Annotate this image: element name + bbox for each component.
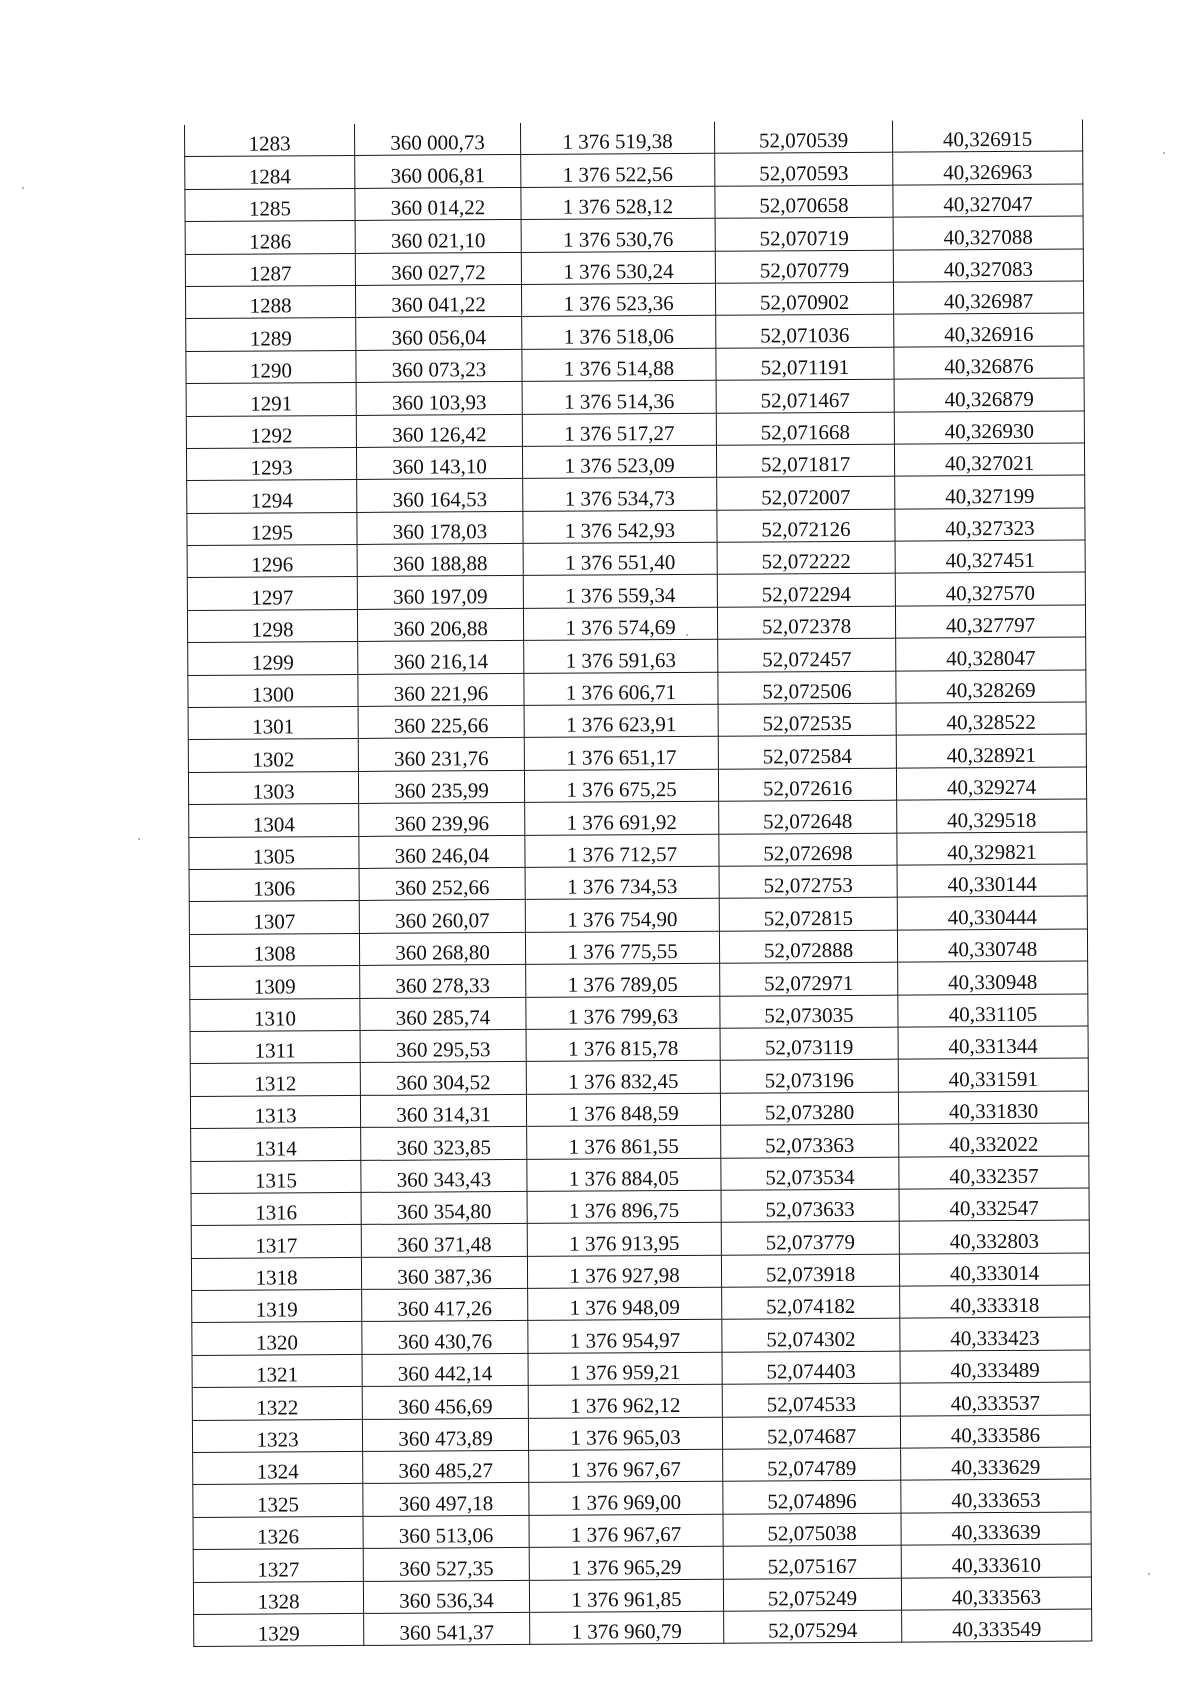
x-coordinate-cell: 360 188,88 bbox=[357, 544, 523, 577]
longitude-cell: 40,326876 bbox=[894, 346, 1084, 380]
point-number-cell: 1300 bbox=[188, 674, 358, 707]
longitude-cell: 40,328921 bbox=[896, 734, 1086, 768]
longitude-cell: 40,329274 bbox=[896, 767, 1086, 801]
coordinates-table-body bbox=[184, 120, 1091, 1647]
longitude-cell: 40,327047 bbox=[893, 184, 1083, 218]
table-row bbox=[186, 313, 1084, 351]
x-coordinate-cell: 360 268,80 bbox=[359, 932, 525, 965]
y-coordinate-cell: 1 376 965,03 bbox=[528, 1417, 722, 1451]
y-coordinate-cell: 1 376 962,12 bbox=[528, 1384, 722, 1418]
scan-speck bbox=[22, 187, 24, 189]
table-row bbox=[187, 540, 1085, 578]
point-number-cell: 1283 bbox=[184, 124, 354, 157]
y-coordinate-cell: 1 376 799,63 bbox=[526, 996, 720, 1030]
point-number-cell: 1303 bbox=[188, 771, 358, 804]
point-number-cell: 1292 bbox=[186, 415, 356, 448]
longitude-cell: 40,329518 bbox=[897, 799, 1087, 833]
x-coordinate-cell: 360 225,66 bbox=[358, 705, 524, 738]
longitude-cell: 40,333639 bbox=[901, 1512, 1091, 1546]
y-coordinate-cell: 1 376 861,55 bbox=[527, 1125, 721, 1159]
x-coordinate-cell: 360 473,89 bbox=[362, 1418, 528, 1451]
latitude-cell: 52,072222 bbox=[717, 541, 895, 574]
latitude-cell: 52,072535 bbox=[718, 703, 896, 736]
table-row bbox=[189, 929, 1087, 967]
table-row bbox=[189, 799, 1087, 837]
table-row bbox=[189, 864, 1087, 902]
table-row bbox=[191, 1155, 1089, 1193]
x-coordinate-cell: 360 206,88 bbox=[357, 608, 523, 641]
y-coordinate-cell: 1 376 913,95 bbox=[527, 1223, 721, 1257]
table-row bbox=[187, 572, 1085, 610]
point-number-cell: 1328 bbox=[193, 1581, 363, 1614]
table-row bbox=[192, 1415, 1090, 1453]
point-number-cell: 1322 bbox=[192, 1387, 362, 1420]
table-row bbox=[190, 994, 1088, 1032]
y-coordinate-cell: 1 376 965,29 bbox=[529, 1546, 723, 1580]
table-row bbox=[188, 670, 1086, 708]
latitude-cell: 52,070719 bbox=[715, 217, 893, 250]
y-coordinate-cell: 1 376 542,93 bbox=[523, 510, 717, 544]
table-row bbox=[187, 475, 1085, 513]
x-coordinate-cell: 360 323,85 bbox=[361, 1127, 527, 1160]
x-coordinate-cell: 360 164,53 bbox=[357, 479, 523, 512]
latitude-cell: 52,073633 bbox=[721, 1189, 899, 1222]
latitude-cell: 52,072648 bbox=[719, 800, 897, 833]
y-coordinate-cell: 1 376 691,92 bbox=[525, 801, 719, 835]
longitude-cell: 40,333586 bbox=[900, 1415, 1090, 1449]
latitude-cell: 52,070539 bbox=[714, 121, 892, 154]
y-coordinate-cell: 1 376 517,27 bbox=[522, 413, 716, 447]
latitude-cell: 52,074302 bbox=[722, 1319, 900, 1352]
y-coordinate-cell: 1 376 959,21 bbox=[528, 1352, 722, 1386]
y-coordinate-cell: 1 376 534,73 bbox=[523, 478, 717, 512]
table-row bbox=[191, 1253, 1089, 1291]
latitude-cell: 52,074687 bbox=[722, 1416, 900, 1449]
table-row bbox=[192, 1317, 1090, 1355]
longitude-cell: 40,329821 bbox=[897, 832, 1087, 866]
point-number-cell: 1306 bbox=[189, 868, 359, 901]
x-coordinate-cell: 360 073,23 bbox=[356, 349, 522, 382]
longitude-cell: 40,330144 bbox=[897, 864, 1087, 898]
point-number-cell: 1290 bbox=[186, 350, 356, 383]
y-coordinate-cell: 1 376 789,05 bbox=[526, 963, 720, 997]
x-coordinate-cell: 360 354,80 bbox=[361, 1191, 527, 1224]
scan-speck bbox=[1163, 152, 1165, 154]
y-coordinate-cell: 1 376 651,17 bbox=[524, 737, 718, 771]
y-coordinate-cell: 1 376 754,90 bbox=[525, 899, 719, 933]
point-number-cell: 1293 bbox=[186, 447, 356, 480]
longitude-cell: 40,326879 bbox=[894, 378, 1084, 412]
y-coordinate-cell: 1 376 948,09 bbox=[528, 1287, 722, 1321]
latitude-cell: 52,072457 bbox=[718, 638, 896, 671]
latitude-cell: 52,072698 bbox=[719, 833, 897, 866]
longitude-cell: 40,332803 bbox=[899, 1220, 1089, 1254]
longitude-cell: 40,333563 bbox=[901, 1577, 1091, 1611]
table-row bbox=[193, 1479, 1091, 1517]
latitude-cell: 52,071036 bbox=[716, 315, 894, 348]
x-coordinate-cell: 360 536,34 bbox=[363, 1580, 529, 1613]
x-coordinate-cell: 360 143,10 bbox=[356, 446, 522, 479]
x-coordinate-cell: 360 021,10 bbox=[355, 220, 521, 253]
point-number-cell: 1288 bbox=[185, 285, 355, 318]
point-number-cell: 1307 bbox=[189, 901, 359, 934]
longitude-cell: 40,327021 bbox=[894, 443, 1084, 477]
y-coordinate-cell: 1 376 960,79 bbox=[530, 1611, 724, 1645]
y-coordinate-cell: 1 376 522,56 bbox=[521, 154, 715, 188]
latitude-cell: 52,071668 bbox=[716, 412, 894, 445]
table-row bbox=[185, 249, 1083, 287]
point-number-cell: 1317 bbox=[191, 1225, 361, 1258]
table-row bbox=[188, 767, 1086, 805]
y-coordinate-cell: 1 376 559,34 bbox=[523, 575, 717, 609]
x-coordinate-cell: 360 006,81 bbox=[355, 155, 521, 188]
table-row bbox=[192, 1382, 1090, 1420]
x-coordinate-cell: 360 231,76 bbox=[358, 738, 524, 771]
latitude-cell: 52,072815 bbox=[719, 898, 897, 931]
point-number-cell: 1308 bbox=[189, 933, 359, 966]
longitude-cell: 40,333423 bbox=[900, 1317, 1090, 1351]
point-number-cell: 1311 bbox=[190, 1030, 360, 1063]
latitude-cell: 52,072294 bbox=[717, 574, 895, 607]
longitude-cell: 40,331591 bbox=[898, 1058, 1088, 1092]
y-coordinate-cell: 1 376 530,24 bbox=[521, 251, 715, 285]
y-coordinate-cell: 1 376 514,88 bbox=[522, 348, 716, 382]
latitude-cell: 52,075167 bbox=[723, 1545, 901, 1578]
y-coordinate-cell: 1 376 530,76 bbox=[521, 218, 715, 252]
table-row bbox=[193, 1447, 1091, 1485]
x-coordinate-cell: 360 343,43 bbox=[361, 1159, 527, 1192]
longitude-cell: 40,328269 bbox=[896, 670, 1086, 704]
latitude-cell: 52,073035 bbox=[720, 995, 898, 1028]
table-row bbox=[192, 1285, 1090, 1323]
table-row bbox=[189, 832, 1087, 870]
point-number-cell: 1285 bbox=[185, 188, 355, 221]
table-row bbox=[190, 961, 1088, 999]
y-coordinate-cell: 1 376 675,25 bbox=[524, 769, 718, 803]
longitude-cell: 40,327797 bbox=[895, 605, 1085, 639]
point-number-cell: 1315 bbox=[191, 1160, 361, 1193]
table-row bbox=[186, 378, 1084, 416]
x-coordinate-cell: 360 541,37 bbox=[364, 1612, 530, 1645]
table-row bbox=[193, 1544, 1091, 1582]
point-number-cell: 1304 bbox=[189, 804, 359, 837]
longitude-cell: 40,327570 bbox=[895, 572, 1085, 606]
latitude-cell: 52,075249 bbox=[723, 1578, 901, 1611]
table-row bbox=[190, 1026, 1088, 1064]
y-coordinate-cell: 1 376 967,67 bbox=[529, 1514, 723, 1548]
point-number-cell: 1316 bbox=[191, 1192, 361, 1225]
table-row bbox=[185, 151, 1083, 189]
point-number-cell: 1323 bbox=[192, 1419, 362, 1452]
point-number-cell: 1309 bbox=[190, 966, 360, 999]
table-row bbox=[191, 1188, 1089, 1226]
latitude-cell: 52,072753 bbox=[719, 865, 897, 898]
y-coordinate-cell: 1 376 591,63 bbox=[524, 639, 718, 673]
longitude-cell: 40,330748 bbox=[897, 929, 1087, 963]
point-number-cell: 1324 bbox=[193, 1451, 363, 1484]
y-coordinate-cell: 1 376 528,12 bbox=[521, 186, 715, 220]
longitude-cell: 40,328047 bbox=[896, 637, 1086, 671]
point-number-cell: 1321 bbox=[192, 1354, 362, 1387]
table-row bbox=[194, 1609, 1092, 1647]
point-number-cell: 1295 bbox=[187, 512, 357, 545]
longitude-cell: 40,331830 bbox=[898, 1091, 1088, 1125]
longitude-cell: 40,327083 bbox=[893, 249, 1083, 283]
latitude-cell: 52,075294 bbox=[724, 1610, 902, 1643]
latitude-cell: 52,073918 bbox=[721, 1254, 899, 1287]
longitude-cell: 40,333610 bbox=[901, 1544, 1091, 1578]
point-number-cell: 1298 bbox=[187, 609, 357, 642]
longitude-cell: 40,327088 bbox=[893, 216, 1083, 250]
table-row bbox=[186, 346, 1084, 384]
y-coordinate-cell: 1 376 574,69 bbox=[523, 607, 717, 641]
longitude-cell: 40,332547 bbox=[899, 1188, 1089, 1222]
longitude-cell: 40,333549 bbox=[902, 1609, 1092, 1643]
y-coordinate-cell: 1 376 519,38 bbox=[520, 122, 714, 155]
point-number-cell: 1286 bbox=[185, 221, 355, 254]
longitude-cell: 40,332357 bbox=[899, 1155, 1089, 1189]
y-coordinate-cell: 1 376 514,36 bbox=[522, 380, 716, 414]
longitude-cell: 40,330948 bbox=[898, 961, 1088, 995]
table-row bbox=[193, 1512, 1091, 1550]
latitude-cell: 52,074896 bbox=[723, 1481, 901, 1514]
scan-speck bbox=[1148, 1573, 1150, 1575]
table-row bbox=[188, 734, 1086, 772]
x-coordinate-cell: 360 197,09 bbox=[357, 576, 523, 609]
x-coordinate-cell: 360 103,93 bbox=[356, 382, 522, 415]
longitude-cell: 40,326930 bbox=[894, 411, 1084, 445]
y-coordinate-cell: 1 376 523,36 bbox=[521, 283, 715, 317]
latitude-cell: 52,072506 bbox=[718, 671, 896, 704]
table-row bbox=[185, 281, 1083, 319]
latitude-cell: 52,073363 bbox=[721, 1124, 899, 1157]
point-number-cell: 1289 bbox=[186, 318, 356, 351]
latitude-cell: 52,074182 bbox=[722, 1286, 900, 1319]
table-row bbox=[190, 1058, 1088, 1096]
x-coordinate-cell: 360 527,35 bbox=[363, 1548, 529, 1581]
x-coordinate-cell: 360 221,96 bbox=[358, 673, 524, 706]
latitude-cell: 52,071817 bbox=[716, 444, 894, 477]
table-row bbox=[191, 1220, 1089, 1258]
latitude-cell: 52,072126 bbox=[717, 509, 895, 542]
latitude-cell: 52,073280 bbox=[720, 1092, 898, 1125]
y-coordinate-cell: 1 376 734,53 bbox=[525, 866, 719, 900]
x-coordinate-cell: 360 216,14 bbox=[358, 641, 524, 674]
longitude-cell: 40,327199 bbox=[895, 475, 1085, 509]
longitude-cell: 40,326987 bbox=[893, 281, 1083, 315]
y-coordinate-cell: 1 376 961,85 bbox=[529, 1579, 723, 1613]
latitude-cell: 52,073196 bbox=[720, 1059, 898, 1092]
y-coordinate-cell: 1 376 623,91 bbox=[524, 704, 718, 738]
latitude-cell: 52,071467 bbox=[716, 379, 894, 412]
latitude-cell: 52,072007 bbox=[717, 476, 895, 509]
point-number-cell: 1326 bbox=[193, 1516, 363, 1549]
y-coordinate-cell: 1 376 884,05 bbox=[527, 1158, 721, 1192]
x-coordinate-cell: 360 295,53 bbox=[360, 1029, 526, 1062]
x-coordinate-cell: 360 485,27 bbox=[363, 1450, 529, 1483]
table-row bbox=[193, 1577, 1091, 1615]
table-row bbox=[184, 120, 1082, 157]
latitude-cell: 52,072888 bbox=[719, 930, 897, 963]
latitude-cell: 52,070779 bbox=[715, 250, 893, 283]
point-number-cell: 1291 bbox=[186, 383, 356, 416]
latitude-cell: 52,074403 bbox=[722, 1351, 900, 1384]
point-number-cell: 1313 bbox=[190, 1095, 360, 1128]
longitude-cell: 40,326916 bbox=[894, 313, 1084, 347]
point-number-cell: 1310 bbox=[190, 998, 360, 1031]
longitude-cell: 40,331344 bbox=[898, 1026, 1088, 1060]
latitude-cell: 52,072616 bbox=[718, 768, 896, 801]
coordinates-table bbox=[184, 120, 1092, 1648]
point-number-cell: 1301 bbox=[188, 706, 358, 739]
point-number-cell: 1294 bbox=[187, 480, 357, 513]
y-coordinate-cell: 1 376 712,57 bbox=[525, 834, 719, 868]
longitude-cell: 40,330444 bbox=[897, 896, 1087, 930]
table-row bbox=[188, 637, 1086, 675]
x-coordinate-cell: 360 246,04 bbox=[359, 835, 525, 868]
y-coordinate-cell: 1 376 896,75 bbox=[527, 1190, 721, 1224]
longitude-cell: 40,333489 bbox=[900, 1350, 1090, 1384]
latitude-cell: 52,072378 bbox=[717, 606, 895, 639]
x-coordinate-cell: 360 000,73 bbox=[354, 123, 520, 156]
x-coordinate-cell: 360 513,06 bbox=[363, 1515, 529, 1548]
longitude-cell: 40,333014 bbox=[899, 1253, 1089, 1287]
table-row bbox=[188, 702, 1086, 740]
x-coordinate-cell: 360 260,07 bbox=[359, 900, 525, 933]
table-row bbox=[189, 896, 1087, 934]
point-number-cell: 1320 bbox=[192, 1322, 362, 1355]
longitude-cell: 40,327451 bbox=[895, 540, 1085, 574]
longitude-cell: 40,332022 bbox=[899, 1123, 1089, 1157]
latitude-cell: 52,073534 bbox=[721, 1157, 899, 1190]
point-number-cell: 1319 bbox=[192, 1289, 362, 1322]
x-coordinate-cell: 360 285,74 bbox=[360, 997, 526, 1030]
longitude-cell: 40,331105 bbox=[898, 994, 1088, 1028]
x-coordinate-cell: 360 497,18 bbox=[363, 1483, 529, 1516]
x-coordinate-cell: 360 314,31 bbox=[360, 1094, 526, 1127]
latitude-cell: 52,074533 bbox=[722, 1383, 900, 1416]
x-coordinate-cell: 360 304,52 bbox=[360, 1062, 526, 1095]
x-coordinate-cell: 360 371,48 bbox=[361, 1224, 527, 1257]
y-coordinate-cell: 1 376 832,45 bbox=[526, 1061, 720, 1095]
point-number-cell: 1305 bbox=[189, 836, 359, 869]
point-number-cell: 1287 bbox=[185, 253, 355, 286]
x-coordinate-cell: 360 417,26 bbox=[362, 1288, 528, 1321]
x-coordinate-cell: 360 430,76 bbox=[362, 1321, 528, 1354]
point-number-cell: 1312 bbox=[190, 1063, 360, 1096]
latitude-cell: 52,073119 bbox=[720, 1027, 898, 1060]
x-coordinate-cell: 360 126,42 bbox=[356, 414, 522, 447]
x-coordinate-cell: 360 235,99 bbox=[358, 770, 524, 803]
latitude-cell: 52,075038 bbox=[723, 1513, 901, 1546]
y-coordinate-cell: 1 376 523,09 bbox=[522, 445, 716, 479]
longitude-cell: 40,333629 bbox=[901, 1447, 1091, 1481]
table-row bbox=[186, 443, 1084, 481]
y-coordinate-cell: 1 376 927,98 bbox=[527, 1255, 721, 1289]
latitude-cell: 52,070902 bbox=[715, 282, 893, 315]
point-number-cell: 1302 bbox=[188, 739, 358, 772]
x-coordinate-cell: 360 387,36 bbox=[361, 1256, 527, 1289]
latitude-cell: 52,073779 bbox=[721, 1221, 899, 1254]
x-coordinate-cell: 360 041,22 bbox=[355, 284, 521, 317]
latitude-cell: 52,072971 bbox=[720, 962, 898, 995]
point-number-cell: 1314 bbox=[191, 1128, 361, 1161]
point-number-cell: 1297 bbox=[187, 577, 357, 610]
latitude-cell: 52,070593 bbox=[715, 153, 893, 186]
x-coordinate-cell: 360 056,04 bbox=[356, 317, 522, 350]
point-number-cell: 1284 bbox=[185, 156, 355, 189]
table-row bbox=[186, 411, 1084, 449]
point-number-cell: 1325 bbox=[193, 1484, 363, 1517]
x-coordinate-cell: 360 252,66 bbox=[359, 867, 525, 900]
table-row bbox=[187, 508, 1085, 546]
table-row bbox=[187, 605, 1085, 643]
y-coordinate-cell: 1 376 967,67 bbox=[529, 1449, 723, 1483]
point-number-cell: 1329 bbox=[194, 1613, 364, 1646]
longitude-cell: 40,333653 bbox=[901, 1479, 1091, 1513]
point-number-cell: 1296 bbox=[187, 545, 357, 578]
latitude-cell: 52,070658 bbox=[715, 185, 893, 218]
longitude-cell: 40,326915 bbox=[892, 120, 1082, 153]
point-number-cell: 1318 bbox=[191, 1257, 361, 1290]
x-coordinate-cell: 360 178,03 bbox=[357, 511, 523, 544]
x-coordinate-cell: 360 027,72 bbox=[355, 252, 521, 285]
table-row bbox=[185, 184, 1083, 222]
x-coordinate-cell: 360 278,33 bbox=[360, 965, 526, 998]
scan-speck bbox=[138, 838, 140, 840]
y-coordinate-cell: 1 376 969,00 bbox=[529, 1482, 723, 1516]
x-coordinate-cell: 360 014,22 bbox=[355, 187, 521, 220]
y-coordinate-cell: 1 376 775,55 bbox=[525, 931, 719, 965]
y-coordinate-cell: 1 376 954,97 bbox=[528, 1320, 722, 1354]
longitude-cell: 40,328522 bbox=[896, 702, 1086, 736]
y-coordinate-cell: 1 376 551,40 bbox=[523, 542, 717, 576]
table-row bbox=[191, 1123, 1089, 1161]
table-row bbox=[185, 216, 1083, 254]
y-coordinate-cell: 1 376 606,71 bbox=[524, 672, 718, 706]
x-coordinate-cell: 360 239,96 bbox=[359, 803, 525, 836]
x-coordinate-cell: 360 456,69 bbox=[362, 1386, 528, 1419]
longitude-cell: 40,333537 bbox=[900, 1382, 1090, 1416]
y-coordinate-cell: 1 376 815,78 bbox=[526, 1028, 720, 1062]
longitude-cell: 40,326963 bbox=[893, 151, 1083, 185]
point-number-cell: 1299 bbox=[188, 642, 358, 675]
point-number-cell: 1327 bbox=[193, 1549, 363, 1582]
latitude-cell: 52,071191 bbox=[716, 347, 894, 380]
longitude-cell: 40,327323 bbox=[895, 508, 1085, 542]
y-coordinate-cell: 1 376 848,59 bbox=[526, 1093, 720, 1127]
scan-speck bbox=[686, 634, 688, 636]
longitude-cell: 40,333318 bbox=[900, 1285, 1090, 1319]
y-coordinate-cell: 1 376 518,06 bbox=[522, 316, 716, 350]
latitude-cell: 52,072584 bbox=[718, 736, 896, 769]
table-row bbox=[190, 1091, 1088, 1129]
table-row bbox=[192, 1350, 1090, 1388]
latitude-cell: 52,074789 bbox=[723, 1448, 901, 1481]
x-coordinate-cell: 360 442,14 bbox=[362, 1353, 528, 1386]
